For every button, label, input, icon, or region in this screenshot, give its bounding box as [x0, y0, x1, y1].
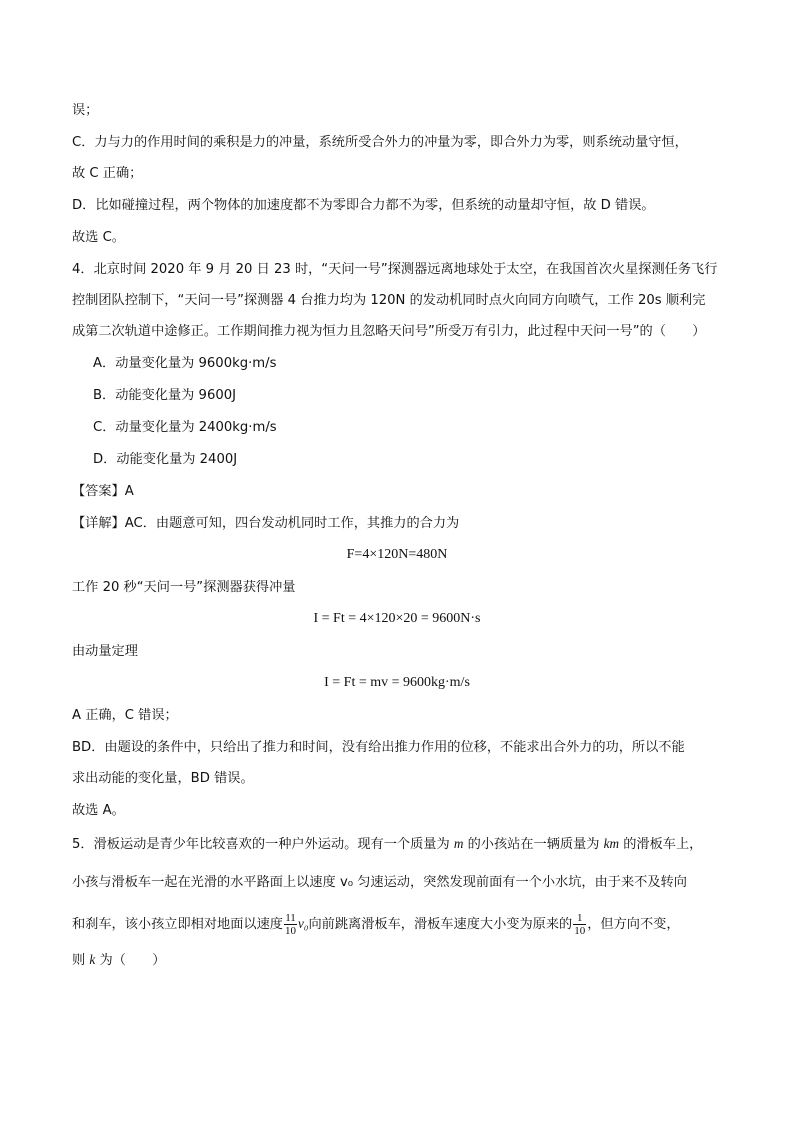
text-line: 由动量定理	[72, 644, 138, 659]
text-span: 的小孩站在一辆质量为	[463, 837, 604, 852]
text-line: A 正确，C 错误；	[72, 708, 178, 723]
text-span: 的滑板车上，	[619, 837, 703, 852]
text-span: 为（ ）	[95, 953, 166, 968]
option-c: C．动量变化量为 2400kg·m/s	[93, 420, 277, 435]
text-span: 和刹车，该小孩立即相对地面以速度	[72, 917, 283, 932]
fraction-numerator: 11	[285, 911, 296, 924]
fraction-denominator: 10	[574, 924, 586, 937]
text-line: D．比如碰撞过程，两个物体的加速度都不为零即合力都不为零，但系统的动量却守恒，故 D 错误。	[72, 198, 655, 213]
text-span: ，但方向不变，	[587, 917, 680, 932]
math-var: km	[603, 836, 620, 851]
text-line: BD．由题设的条件中，只给出了推力和时间，没有给出推力作用的位移，不能求出合外力的功，所以不能	[72, 740, 685, 755]
question-5-line	[72, 834, 702, 855]
detail-line: 【详解】AC．由题意可知，四台发动机同时工作，其推力的合力为	[72, 516, 460, 531]
math-var: v₀	[298, 916, 309, 931]
text-line: 工作 20 秒“天问一号”探测器获得冲量	[72, 580, 296, 595]
text-line: 故 C 正确；	[72, 166, 143, 181]
fraction	[284, 912, 297, 937]
equation-1: F=4×120N=480N	[346, 547, 448, 562]
option-a: A．动量变化量为 9600kg·m/s	[93, 356, 277, 371]
question-4-line: 控制团队控制下，“天问一号”探测器 4 台推力均为 120N 的发动机同时点火向同方向喷气，工作 20s 顺利完	[72, 293, 706, 308]
option-d: D．动能变化量为 2400J	[93, 452, 238, 467]
text-line: 故选 C。	[72, 230, 125, 245]
text-span: 向前跳离滑板车，滑板车速度大小变为原来的	[308, 917, 573, 932]
question-5-line	[72, 910, 680, 939]
answer-label: 【答案】A	[72, 484, 134, 499]
text-line: C．力与力的作用时间的乘积是力的冲量，系统所受合外力的冲量为零，即合外力为零，则系统动量守恒，	[72, 135, 688, 150]
question-4-line: 成第二次轨道中途修正。工作期间推力视为恒力且忽略天问号”所受万有引力，此过程中天问一号”的（ ）	[72, 324, 706, 339]
question-4-line: 4．北京时间 2020 年 9 月 20 日 23 时，“天问一号”探测器远离地球处于太空，在我国首次火星探测任务飞行	[72, 262, 718, 277]
text-line: 误；	[72, 103, 99, 118]
question-5-line	[72, 950, 165, 971]
fraction-numerator: 1	[573, 912, 586, 925]
text-line: 故选 A。	[72, 803, 125, 818]
fraction-denominator: 10	[285, 924, 296, 937]
equation-3: I = Ft = mv = 9600kg·m/s	[324, 675, 470, 690]
text-span: 则	[72, 953, 90, 968]
equation-2: I = Ft = 4×120×20 = 9600N·s	[313, 611, 481, 626]
question-5-line: 小孩与滑板车一起在光滑的水平路面上以速度 v₀ 匀速运动，突然发现前面有一个小水坑，由于来不及转向	[72, 875, 687, 890]
option-b: B．动能变化量为 9600J	[93, 388, 237, 403]
math-var: k	[89, 952, 96, 967]
fraction	[573, 912, 586, 937]
math-var: m	[453, 836, 464, 851]
text-span: 5．滑板运动是青少年比较喜欢的一种户外运动。现有一个质量为	[72, 837, 454, 852]
text-line: 求出动能的变化量，BD 错误。	[72, 771, 254, 786]
